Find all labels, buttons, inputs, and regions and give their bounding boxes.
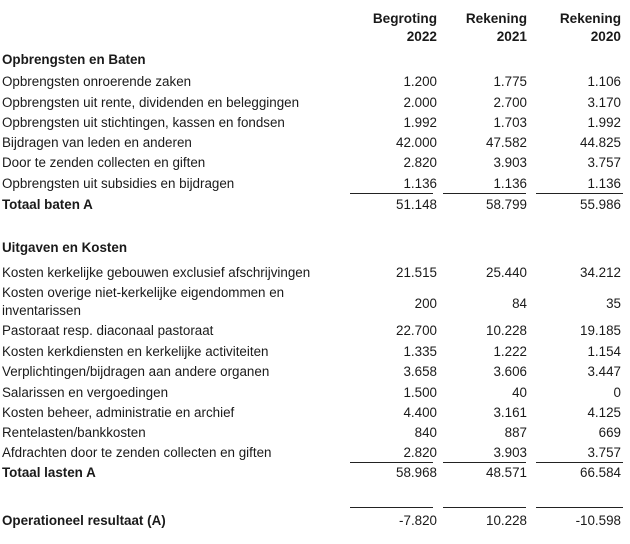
- value-rekening-2020: 1.154: [587, 344, 621, 359]
- value-rekening-2020: 35: [606, 296, 621, 311]
- row-label: Verplichtingen/bijdragen aan andere organen: [2, 364, 270, 379]
- row-label: Kosten kerkdiensten en kerkelijke activiteiten: [2, 344, 269, 359]
- value-rekening-2021: 48.571: [486, 465, 527, 480]
- column-header-begroting-2022: [373, 10, 437, 46]
- value-rekening-2020: 34.212: [580, 265, 621, 280]
- value-rekening-2021: 10.228: [486, 323, 527, 338]
- value-rekening-2020: 3.447: [587, 364, 621, 379]
- table-row: [0, 423, 630, 443]
- table-row: [0, 403, 630, 423]
- table-row: [0, 284, 630, 322]
- value-begroting-2022: 200: [414, 296, 437, 311]
- table-row: [0, 153, 630, 173]
- value-begroting-2022: 1.500: [403, 385, 437, 400]
- table-row: [0, 263, 630, 283]
- row-label: Afdrachten door te zenden collecten en giften: [2, 445, 272, 460]
- value-begroting-2022: 4.400: [403, 405, 437, 420]
- table-row: [0, 133, 630, 153]
- section-title-kosten: [0, 238, 630, 258]
- value-rekening-2021: 47.582: [486, 135, 527, 150]
- row-label: Operationeel resultaat (A): [2, 513, 166, 528]
- section-title: Uitgaven en Kosten: [2, 240, 128, 255]
- total-row-baten: [0, 195, 630, 215]
- value-begroting-2022: 42.000: [396, 135, 437, 150]
- column-header-rekening-2020: [560, 10, 621, 46]
- row-label: Totaal lasten A: [2, 465, 96, 480]
- subtotal-rule: [536, 193, 623, 194]
- row-label: Opbrengsten onroerende zaken: [2, 74, 192, 89]
- column-header-rekening-2021: [466, 10, 527, 46]
- value-begroting-2022: 2.820: [403, 155, 437, 170]
- value-begroting-2022: 21.515: [396, 265, 437, 280]
- value-rekening-2021: 58.799: [486, 197, 527, 212]
- result-rule: [536, 507, 623, 508]
- value-rekening-2021: 3.903: [493, 155, 527, 170]
- column-header-line1: Begroting: [372, 11, 437, 26]
- value-rekening-2020: 19.185: [580, 323, 621, 338]
- table-row: [0, 383, 630, 403]
- value-begroting-2022: 2.000: [403, 95, 437, 110]
- column-header-line2: 2020: [590, 29, 621, 44]
- value-rekening-2021: 40: [512, 385, 527, 400]
- value-begroting-2022: 1.992: [403, 115, 437, 130]
- table-row: [0, 72, 630, 92]
- value-rekening-2021: 3.606: [493, 364, 527, 379]
- value-rekening-2021: 1.703: [493, 115, 527, 130]
- value-rekening-2021: 10.228: [486, 513, 527, 528]
- row-label: Opbrengsten uit subsidies en bijdragen: [2, 176, 235, 191]
- table-row: [0, 342, 630, 362]
- table-row: [0, 113, 630, 133]
- value-begroting-2022: 1.136: [403, 176, 437, 191]
- total-row-lasten: [0, 463, 630, 483]
- value-rekening-2021: 887: [504, 425, 527, 440]
- result-row: [0, 511, 630, 531]
- value-rekening-2021: 2.700: [493, 95, 527, 110]
- value-rekening-2020: 0: [613, 385, 621, 400]
- value-begroting-2022: 3.658: [403, 364, 437, 379]
- value-begroting-2022: -7.820: [399, 513, 437, 528]
- result-rule: [350, 507, 433, 508]
- value-rekening-2020: -10.598: [575, 513, 621, 528]
- row-label: Kosten overige niet-kerkelijke eigendommen en inventarissen: [2, 285, 285, 318]
- value-begroting-2022: 840: [414, 425, 437, 440]
- table-row: [0, 93, 630, 113]
- row-label: Door te zenden collecten en giften: [2, 155, 206, 170]
- value-rekening-2021: 3.161: [493, 405, 527, 420]
- value-rekening-2020: 1.136: [587, 176, 621, 191]
- subtotal-rule: [350, 193, 433, 194]
- row-label: Pastoraat resp. diaconaal pastoraat: [2, 323, 214, 338]
- value-rekening-2020: 1.992: [587, 115, 621, 130]
- subtotal-rule: [443, 193, 526, 194]
- value-rekening-2020: 1.106: [587, 74, 621, 89]
- value-begroting-2022: 22.700: [396, 323, 437, 338]
- column-header-line2: 2022: [406, 29, 437, 44]
- value-rekening-2020: 55.986: [580, 197, 621, 212]
- value-begroting-2022: 51.148: [396, 197, 437, 212]
- table-row: [0, 321, 630, 341]
- row-label: Salarissen en vergoedingen: [2, 385, 169, 400]
- value-rekening-2020: 3.757: [587, 445, 621, 460]
- row-label: Opbrengsten uit rente, dividenden en beleggingen: [2, 95, 300, 110]
- value-rekening-2020: 3.170: [587, 95, 621, 110]
- row-label: Totaal baten A: [2, 197, 93, 212]
- row-label: Kosten kerkelijke gebouwen exclusief afschrijvingen: [2, 265, 311, 280]
- row-label: Bijdragen van leden en anderen: [2, 135, 192, 150]
- value-begroting-2022: 58.968: [396, 465, 437, 480]
- value-rekening-2020: 669: [598, 425, 621, 440]
- table-row: [0, 174, 630, 194]
- value-rekening-2020: 4.125: [587, 405, 621, 420]
- column-header-line1: Rekening: [465, 11, 527, 26]
- table-row: [0, 362, 630, 382]
- value-rekening-2021: 1.222: [493, 344, 527, 359]
- value-rekening-2021: 3.903: [493, 445, 527, 460]
- row-label: Kosten beheer, administratie en archief: [2, 405, 235, 420]
- row-label: Opbrengsten uit stichtingen, kassen en fondsen: [2, 115, 285, 130]
- result-rule: [443, 507, 526, 508]
- section-title-baten: [0, 50, 630, 70]
- value-rekening-2021: 84: [512, 296, 527, 311]
- value-rekening-2021: 25.440: [486, 265, 527, 280]
- section-title: Opbrengsten en Baten: [2, 52, 146, 67]
- column-header-line2: 2021: [496, 29, 527, 44]
- column-header-line1: Rekening: [559, 11, 621, 26]
- row-label: Rentelasten/bankkosten: [2, 425, 146, 440]
- value-begroting-2022: 2.820: [403, 445, 437, 460]
- value-begroting-2022: 1.335: [403, 344, 437, 359]
- table-row: [0, 443, 630, 463]
- value-begroting-2022: 1.200: [403, 74, 437, 89]
- value-rekening-2021: 1.775: [493, 74, 527, 89]
- value-rekening-2021: 1.136: [493, 176, 527, 191]
- value-rekening-2020: 3.757: [587, 155, 621, 170]
- value-rekening-2020: 44.825: [580, 135, 621, 150]
- value-rekening-2020: 66.584: [580, 465, 621, 480]
